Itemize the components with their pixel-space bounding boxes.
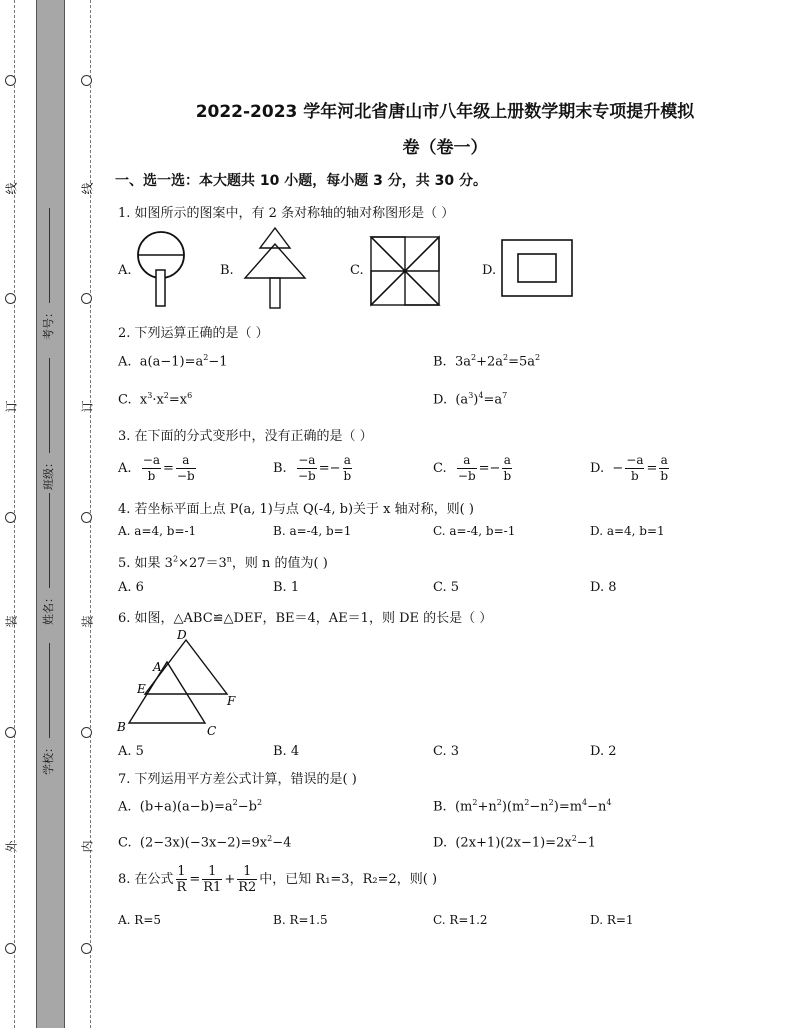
q8-option-d: D. R=1 [590, 913, 634, 927]
q2-option-c: C. $x^3\cdot x^2=x^6$ [118, 391, 193, 408]
question-2-stem: 2. 下列运算正确的是（ ） [118, 326, 269, 341]
q6-option-c: C. 3 [433, 744, 460, 759]
hand-fan-figure [133, 230, 191, 310]
q1-option-a-label: A. [118, 263, 132, 278]
q4-option-b: B. a=-4, b=1 [273, 524, 352, 538]
q5-option-d: D. 8 [590, 580, 617, 595]
nested-rectangles-figure [500, 238, 574, 300]
q7-option-d: D. $(2x+1)(2x-1)=2x^2-1$ [433, 834, 596, 851]
q5-option-b: B. 1 [273, 580, 300, 595]
q5-option-c: C. 5 [433, 580, 460, 595]
question-3-stem: 3. 在下面的分式变形中，没有正确的是（ ） [118, 429, 373, 444]
page-title-line2: 卷（卷一） [402, 138, 488, 158]
outer-char: 订 [4, 400, 19, 413]
q7-option-c: C. $(2-3x)(-3x-2)=9x^2-4$ [118, 834, 292, 851]
congruent-triangles-figure [115, 627, 240, 739]
binding-hole [81, 512, 92, 523]
outer-char: 装 [4, 615, 19, 628]
question-8-stem: 8. 在公式 $\frac{1}{R}$ = $\frac{1}{R1}$ + $\frac{1}{R2}$ 中，已知 R₁=3，R₂=2，则( ) [118, 864, 438, 895]
label-B: B [117, 720, 126, 734]
q2-option-b: B. $3a^2+2a^2=5a^2$ [433, 353, 541, 370]
binding-hole [5, 512, 16, 523]
q4-option-c: C. a=-4, b=-1 [433, 524, 516, 538]
class-field: 班级： [40, 358, 56, 490]
inner-char: 线 [80, 182, 95, 195]
inner-char: 装 [80, 615, 95, 628]
q1-option-b-label: B. [220, 263, 234, 278]
q2-option-d: D. $(a^3)^4=a^7$ [433, 391, 508, 408]
binding-hole [81, 293, 92, 304]
school-field: 学校： [40, 643, 56, 775]
exam-number-field: 考号： [40, 208, 56, 340]
question-6-stem: 6. 如图，△ABC≌△DEF，BE＝4，AE＝1，则 DE 的长是（ ） [118, 611, 493, 626]
q3-option-b: B. $\frac{-a}{-b}$ =− $\frac{a}{b}$ [273, 453, 352, 483]
q4-option-a: A. a=4, b=-1 [118, 524, 197, 538]
outer-char: 外 [4, 840, 19, 853]
q8-option-a: A. R=5 [118, 913, 162, 927]
q7-option-b: B. $(m^2+n^2)(m^2-n^2)=m^4-n^4$ [433, 798, 612, 815]
inner-char: 内 [80, 840, 95, 853]
q3-option-c: C. $\frac{a}{-b}$ =− $\frac{a}{b}$ [433, 453, 512, 483]
q8-option-c: C. R=1.2 [433, 913, 488, 927]
binding-hole [81, 75, 92, 86]
label-E: E [137, 682, 146, 696]
q3-option-a: A. $\frac{-a}{b}$ = $\frac{a}{-b}$ [118, 453, 195, 483]
outer-char: 线 [4, 182, 19, 195]
label-C: C [207, 724, 217, 738]
q4-option-d: D. a=4, b=1 [590, 524, 665, 538]
label-F: F [227, 694, 236, 708]
name-field: 姓名： [40, 493, 56, 625]
section-heading: 一、选一选：本大题共 10 小题，每小题 3 分，共 30 分。 [115, 173, 487, 189]
binding-hole [5, 75, 16, 86]
binding-hole [81, 943, 92, 954]
q1-option-c-label: C. [350, 263, 364, 278]
q3-option-d: D. − $\frac{-a}{b}$ = $\frac{a}{b}$ [590, 453, 669, 483]
tree-figure [235, 226, 315, 312]
binding-hole [5, 727, 16, 738]
pinwheel-figure [368, 234, 442, 308]
q5-option-a: A. 6 [118, 580, 144, 595]
q1-option-d-label: D. [482, 263, 497, 278]
q2-option-a: A. $a(a-1)=a^2-1$ [118, 353, 228, 370]
q7-option-a: A. $(b+a)(a-b)=a^2-b^2$ [118, 798, 263, 815]
question-4-stem: 4. 若坐标平面上点 P(a, 1)与点 Q(-4, b)关于 x 轴对称，则( ) [118, 502, 474, 517]
question-1-stem: 1. 如图所示的图案中，有 2 条对称轴的轴对称图形是（ ） [118, 206, 455, 221]
binding-margin [0, 0, 110, 1028]
binding-hole [81, 727, 92, 738]
inner-char: 订 [80, 400, 95, 413]
label-A: A [153, 660, 162, 674]
q6-option-b: B. 4 [273, 744, 300, 759]
binding-hole [5, 943, 16, 954]
question-7-stem: 7. 下列运用平方差公式计算，错误的是( ) [118, 772, 357, 787]
label-D: D [177, 628, 187, 642]
q8-option-b: B. R=1.5 [273, 913, 328, 927]
binding-hole [5, 293, 16, 304]
question-5-stem: 5. 如果 $3^2\times 27=3^n$，则 n 的值为( ) [118, 554, 328, 571]
q6-option-d: D. 2 [590, 744, 617, 759]
page-title: 2022-2023 学年河北省唐山市八年级上册数学期末专项提升模拟 [195, 102, 695, 122]
q6-option-a: A. 5 [118, 744, 144, 759]
